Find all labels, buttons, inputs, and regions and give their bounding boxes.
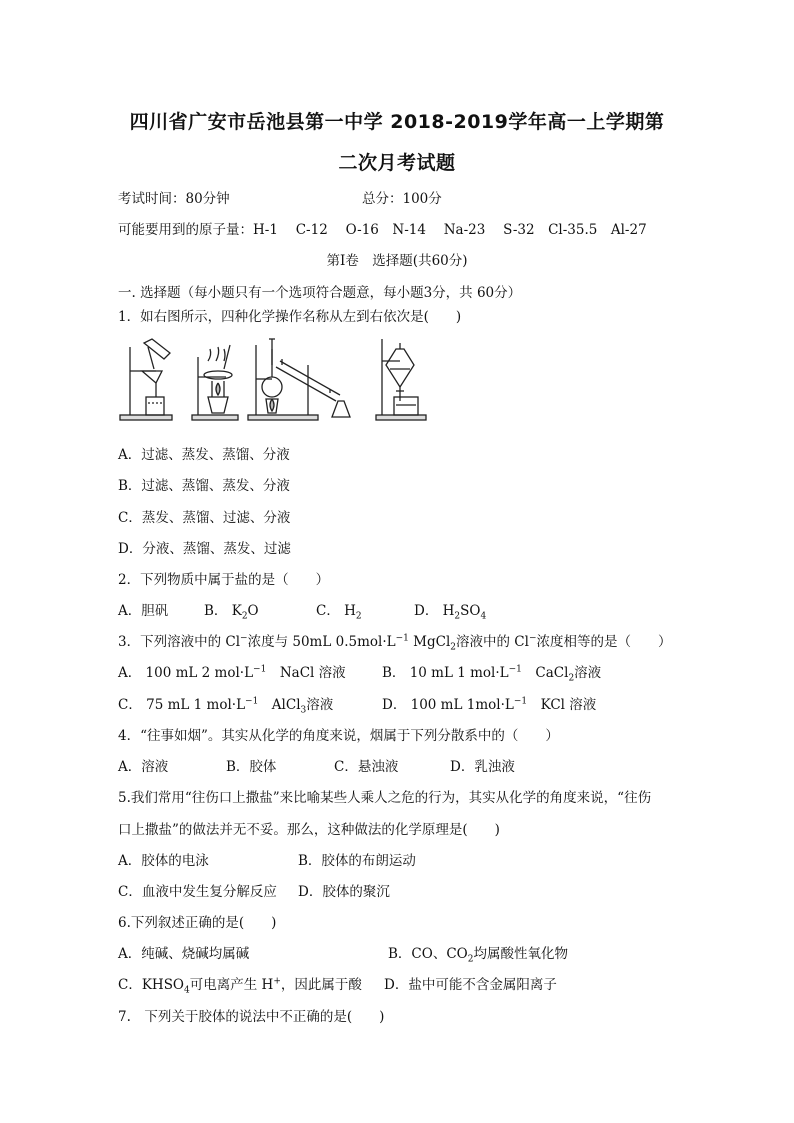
exam-title-line1: 四川省广安市岳池县第一中学 2018-2019学年高一上学期第 xyxy=(129,111,665,133)
lab-apparatus-figure xyxy=(118,335,438,427)
evaporation-apparatus xyxy=(192,345,238,420)
total-score: 总分：100分 xyxy=(362,191,442,207)
q5-option-a: A．胶体的电泳 xyxy=(118,853,209,869)
q2-option-d: D． $H_2SO_4$ xyxy=(414,603,487,622)
q3-option-a: A． 100 mL 2 $mol\cdot L^{-1}$ NaCl 溶液 xyxy=(118,664,346,681)
q6-option-b: B．CO、$CO_2$均属酸性氧化物 xyxy=(388,946,568,965)
q4-option-b: B．胶体 xyxy=(226,759,277,775)
q4-option-c: C．悬浊液 xyxy=(334,759,399,775)
q6-option-d: D．盐中可能不含金属阳离子 xyxy=(384,977,557,993)
q1-option-a: A．过滤、蒸发、蒸馏、分液 xyxy=(118,447,290,463)
q5-option-b: B．胶体的布朗运动 xyxy=(298,853,416,869)
q7-stem: 7. 下列关于胶体的说法中不正确的是( ) xyxy=(118,1009,385,1025)
q1-option-c: C．蒸发、蒸馏、过滤、分液 xyxy=(118,510,291,526)
atomic-masses: 可能要用到的原子量：H-1 C-12 O-16 N-14 Na-23 S-32 Cl-35.5 Al-27 xyxy=(118,222,647,238)
q1-stem: 1．如右图所示，四种化学操作名称从左到右依次是( ) xyxy=(118,309,462,325)
q1-option-b: B．过滤、蒸馏、蒸发、分液 xyxy=(118,478,290,494)
q3-option-c: C． 75 mL 1 $mol\cdot L^{-1}$ AlCl$_3$溶液 xyxy=(118,696,334,716)
q2-option-c: C． $H_2$ xyxy=(316,603,362,622)
q5-stem-line2: 口上撒盐”的做法并无不妥。那么，这种做法的化学原理是( ) xyxy=(118,822,500,838)
q3-option-d: D． 100 mL $1mol\cdot L^{-1}$ KCl 溶液 xyxy=(382,696,597,713)
q1-option-d: D．分液、蒸馏、蒸发、过滤 xyxy=(118,541,291,557)
q6-option-a: A．纯碱、烧碱均属碱 xyxy=(118,946,250,962)
exam-time: 考试时间：80分钟 xyxy=(118,191,230,207)
separatory-funnel-apparatus xyxy=(376,339,426,420)
q6-option-c: C．$KHSO_4$可电离产生 H+，因此属于酸 xyxy=(118,976,362,996)
distillation-apparatus xyxy=(248,339,350,420)
q2-option-a: A．胆矾 xyxy=(118,603,169,619)
q4-option-a: A．溶液 xyxy=(118,759,169,775)
section-heading: 第Ⅰ卷 选择题(共60分) xyxy=(326,253,468,269)
q3-option-b: B． 10 mL 1 $mol\cdot L^{-1}$ CaCl$_2$溶液 xyxy=(382,664,602,684)
q5-option-c: C．血液中发生复分解反应 xyxy=(118,884,277,900)
q2-option-b: B． $K_2O$ xyxy=(204,603,259,622)
q4-option-d: D．乳浊液 xyxy=(450,759,515,775)
q3-stem: 3．下列溶液中的 Cl−浓度与 50mL $0.5mol\cdot L^{-1}$ MgCl$_2$溶液中的 Cl−浓度相等的是（ ） xyxy=(118,633,672,653)
section-instruction: 一. 选择题（每小题只有一个选项符合题意，每小题3分，共 60分） xyxy=(118,285,522,301)
q2-stem: 2．下列物质中属于盐的是（ ） xyxy=(118,572,330,588)
q4-stem: 4．“往事如烟”。其实从化学的角度来说，烟属于下列分散系中的（ ） xyxy=(118,728,559,744)
q6-stem: 6.下列叙述正确的是( ) xyxy=(118,915,277,931)
q5-option-d: D．胶体的聚沉 xyxy=(298,884,390,900)
q5-stem-line1: 5.我们常用“往伤口上撒盐”来比喻某些人乘人之危的行为，其实从化学的角度来说，“往伤 xyxy=(118,790,652,806)
exam-title-line2: 二次月考试题 xyxy=(338,152,456,174)
filtration-apparatus xyxy=(120,339,172,420)
